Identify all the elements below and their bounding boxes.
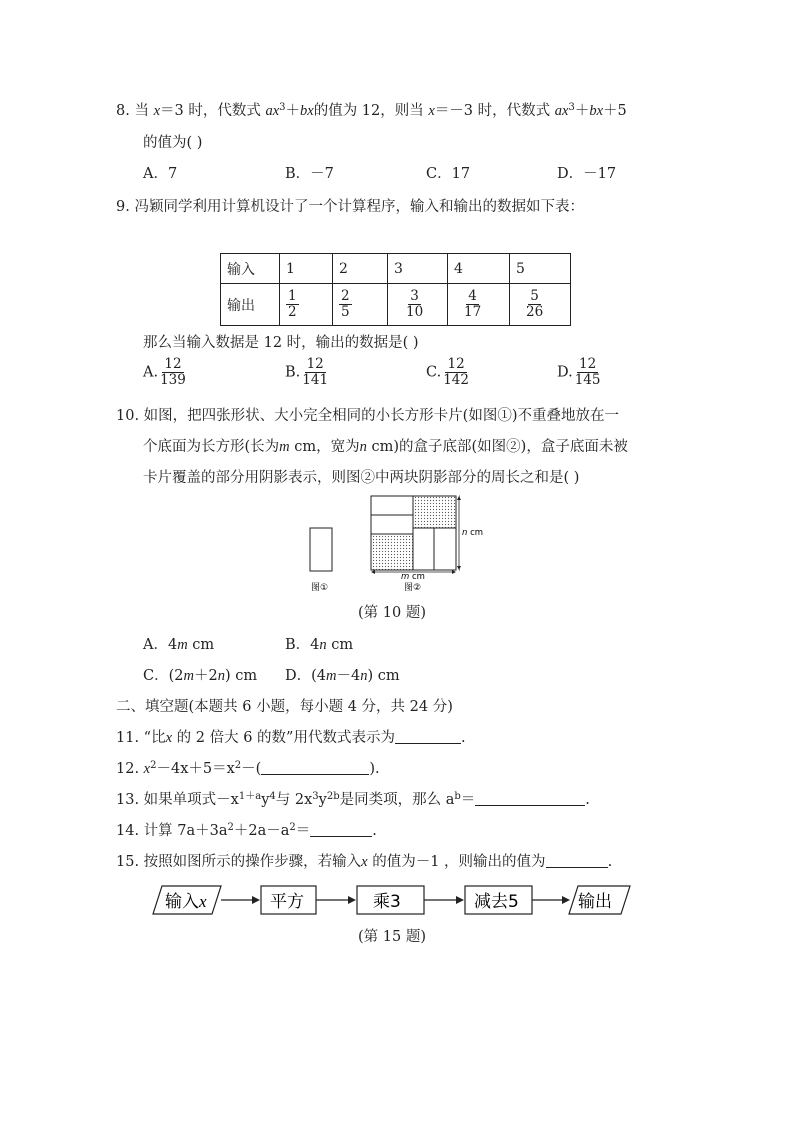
q8-option-b[interactable]: B．－7 [285, 166, 334, 182]
arrow-right-icon [562, 896, 570, 904]
q15-caption: (第 15 题) [358, 929, 426, 945]
answer-blank[interactable] [310, 822, 372, 837]
section-heading: 二、填空题(本题共 6 小题，每小题 4 分，共 24 分) [116, 699, 453, 715]
q10-option-b[interactable]: B．4n cm [285, 637, 354, 653]
flow-step2-label: 乘3 [373, 892, 401, 912]
answer-blank[interactable] [475, 791, 585, 806]
q9-line1: 9. 冯颖同学利用计算机设计了一个计算程序，输入和输出的数据如下表： [116, 199, 584, 215]
q12-number: 12. [116, 761, 140, 777]
answer-blank[interactable] [546, 853, 608, 868]
q9-option-b[interactable]: B. $\frac{12}{141}$ [285, 356, 329, 388]
arrow-left-icon [371, 570, 375, 574]
small-rectangle-card [310, 528, 332, 571]
q15-flowchart [150, 880, 650, 920]
fraction: $\frac{5}{26}$ [526, 288, 544, 320]
answer-blank[interactable] [395, 729, 461, 744]
output-cell [388, 284, 448, 326]
fraction: $\frac{12}{141}$ [302, 356, 329, 388]
arrow-right-icon [252, 896, 260, 904]
output-label-cell: 输出 [221, 284, 280, 326]
flow-input-label: 输入x [165, 892, 207, 912]
q14-line: 14. 计算 $7a+3a^2+2a-a^2=$ . [116, 822, 377, 839]
input-cell: 1 [280, 254, 333, 284]
q9-option-d[interactable]: D. $\frac{12}{145}$ [557, 356, 601, 388]
fraction: $\frac{3}{10}$ [406, 288, 424, 320]
output-cell [280, 284, 333, 326]
q8-option-d[interactable]: D．－17 [557, 166, 617, 182]
table-row-output [221, 284, 571, 326]
shaded-region-bottom-left [371, 534, 413, 570]
input-cell: 3 [388, 254, 448, 284]
q10-line1: 10. 如图，把四张形状、大小完全相同的小长方形卡片(如图①)不重叠地放在一 [116, 408, 619, 424]
q8-option-a[interactable]: A．7 [143, 166, 178, 182]
card-vertical-1 [413, 528, 434, 570]
flow-step3-label: 减去5 [474, 892, 519, 912]
arrow-right-icon [456, 896, 464, 904]
arrow-down-icon [457, 566, 461, 570]
fraction: $\frac{12}{139}$ [160, 356, 186, 388]
card-horizontal-2 [371, 515, 413, 534]
q12-line: 12. $x^2-4x+5=x^2-$( ). [116, 760, 380, 777]
input-label-cell: 输入 [221, 254, 280, 284]
answer-blank[interactable] [261, 760, 369, 775]
fraction: $\frac{1}{2}$ [288, 288, 297, 320]
q13-line: 13. 如果单项式$-x^{1+a}y^4$与 $2x^3y^{2b}$是同类项，那么 $a^b=$ . [116, 791, 590, 808]
q8-line1: 8. 当 x＝3 时，代数式 $ax^3+bx$的值为 12，则当 x＝－3 时，代数式 $ax^3+bx+5$ [116, 102, 627, 119]
fraction: $\frac{4}{17}$ [464, 288, 482, 320]
q10-option-c[interactable]: C．(2m＋2n) cm [143, 668, 258, 684]
input-cell: 4 [448, 254, 510, 284]
q10-option-a[interactable]: A．4m cm [143, 637, 215, 653]
input-cell: 2 [333, 254, 388, 284]
fraction: $\frac{12}{142}$ [443, 356, 469, 388]
q14-number: 14. [116, 823, 140, 839]
q10-option-d[interactable]: D．(4m－4n) cm [285, 668, 400, 684]
fraction: $\frac{12}{145}$ [574, 356, 601, 388]
card-vertical-2 [434, 528, 456, 570]
input-cell: 5 [510, 254, 571, 284]
arrow-up-icon [457, 496, 461, 500]
flow-step1-label: 平方 [270, 892, 304, 912]
output-cell [333, 284, 388, 326]
q13-number: 13. [116, 792, 140, 808]
q9-option-a[interactable]: A. $\frac{12}{139}$ [143, 356, 186, 388]
q10-figure [300, 490, 500, 600]
n-dimension-label: n cm [462, 528, 484, 538]
fig2-label: 图② [404, 583, 422, 593]
q11-line: 11. “比x 的 2 倍大 6 的数”用代数式表示为 . [116, 730, 466, 746]
q15-line: 15. 按照如图所示的操作步骤，若输入x 的值为－1 ，则输出的值为 . [116, 854, 613, 870]
q9-option-c[interactable]: C. $\frac{12}{142}$ [426, 356, 469, 388]
output-cell [448, 284, 510, 326]
q9-number: 9. [116, 199, 130, 215]
flow-output-label: 输出 [578, 892, 612, 912]
arrow-right-icon [348, 896, 356, 904]
q11-number: 11. [116, 730, 140, 746]
q10-caption: (第 10 题) [358, 605, 426, 621]
q8-number: 8. [116, 103, 130, 119]
fraction: $\frac{2}{5}$ [341, 288, 350, 320]
q8-line2: 的值为( ) [143, 135, 203, 151]
q15-number: 15. [116, 854, 140, 870]
q10-line3: 卡片覆盖的部分用阴影表示，则图②中两块阴影部分的周长之和是( ) [143, 470, 580, 486]
q9-question: 那么当输入数据是 12 时，输出的数据是( ) [143, 335, 419, 351]
m-dimension-label: m cm [401, 572, 425, 582]
output-cell [510, 284, 571, 326]
table-row-input [221, 254, 571, 284]
q8-option-c[interactable]: C．17 [426, 166, 471, 182]
shaded-region-top-right [413, 496, 456, 528]
card-horizontal-1 [371, 496, 413, 515]
q10-line2: 个底面为长方形(长为m cm，宽为n cm)的盒子底部(如图②)，盒子底面未被 [143, 439, 628, 455]
arrow-right-icon [452, 570, 456, 574]
io-table [220, 253, 571, 326]
q10-number: 10. [116, 408, 140, 424]
fig1-label: 图① [311, 583, 329, 593]
